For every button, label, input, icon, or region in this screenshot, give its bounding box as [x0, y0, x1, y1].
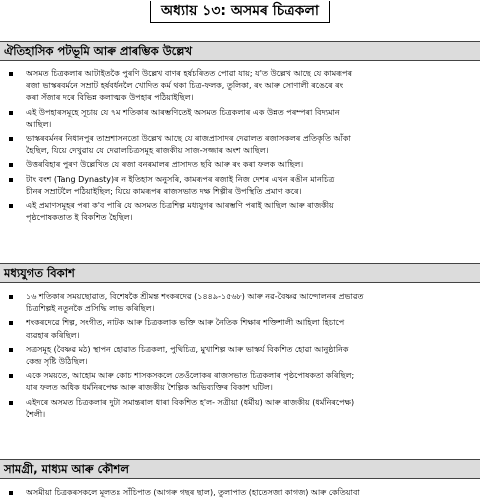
list-item: সত্ৰসমূহ (বৈষ্ণৱ মঠ) স্থাপন হোৱাত চিত্ৰকলা, পুথিচিত্ৰ, মুখাশিল্প আৰু ভাস্কৰ্য বিকশিত হোৱা আনুষ্ঠানিক কেন্দ্ৰ সৃষ্টি উঠিছিল।: [0, 344, 480, 368]
bullet-icon: [9, 374, 13, 378]
bullet-icon: [9, 137, 13, 141]
list-item: টাং বংশ (Tang Dynasty)ৰ ন ইতিহাস অনুসৰি, কামৰূপৰ ৰজাই নিজ দেশৰ এখন ৰঙীন মানচিত্ৰ চীনৰ সম্ৰাটলৈ পঠিয়াইছিল; যিয়ে কামৰূপৰ ৰাজসভাত দক্ষ শিল্পীৰ উপস্থিতি প্ৰমাণ কৰে।: [0, 174, 480, 198]
bullet-list-historical: [0, 68, 480, 226]
bullet-icon: [9, 295, 13, 299]
list-item: এই উপহাৰসমূহে সূচায় যে ৭ম শতিকাৰ আৰম্ভণিতেই অসমত চিত্ৰকলাৰ এক উন্নত পৰম্পৰা বিদ্যমান আছিল।: [0, 107, 480, 131]
list-item: অসমত চিত্ৰকলাৰ আটাইতকৈ পুৰণি উল্লেখ বাণৰ হৰ্ষচৰিতত পোৱা যায়; য'ত উল্লেখ আছে যে কামৰূপৰ ৰজা ভাস্কৰবৰ্মনে সম্ৰাট হৰ্ষবৰ্ধনলৈ খোদিত কৰ্ম থকা চিত্ৰ-ফলক, তুলিকা, ৰং আৰু সোণালী ৰঙেৰে ৰং কৰা সঁজাৰ দৰে বিভিন্ন কলাত্মক উপহাৰ পঠিয়াইছিল।: [0, 68, 480, 105]
bullet-icon: [9, 401, 13, 405]
list-item: এইদৰে অসমত চিত্ৰকলাৰ দুটা সমান্তৰাল ধাৰা বিকশিত হ'ল- সত্ৰীয়া (ধৰ্মীয়) আৰু ৰাজকীয় (ধৰ্মনিৰপেক্ষ) শৈলী।: [0, 397, 480, 421]
section-heading: মধ্যযুগত বিকাশ: [4, 266, 75, 280]
section-header-medieval-development: [0, 263, 480, 283]
chapter-title-text: অধ্যায় ১৩: অসমৰ চিত্ৰকলা: [150, 1, 330, 23]
bullet-icon: [9, 321, 13, 325]
section-heading: সামগ্ৰী, মাধ্যম আৰু কৌশল: [4, 462, 129, 476]
list-item: ১৬ শতিকাৰ সময়ছোৱাত, বিশেষকৈ শ্ৰীমন্ত শংকৰদেৱ (১৪৪৯-১৫৬৮) আৰু নৱ-বৈষ্ণৱ আন্দোলনৰ প্ৰভাৱত চিত্ৰশিল্পই নতুনকৈ প্ৰসিদ্ধি লাভ কৰিছিল।: [0, 291, 480, 315]
bullet-list-materials: [0, 487, 480, 501]
bullet-icon: [9, 72, 13, 76]
list-item: অসমীয়া চিত্ৰকৰসকলে মূলতঃ সাঁচিপাত (আগৰু গছৰ ছাল), তুলাপাত (হাতেসজা কাগজ) আৰু কেতিয়াবা: [0, 487, 480, 499]
section-header-historical-background: [0, 41, 480, 61]
list-item: একে সময়তে, আহোম আৰু কোচ শাসকসকলে তেওঁলোকৰ ৰাজসভাত চিত্ৰকলাৰ পৃষ্ঠপোষকতা কৰিছিল; যাৰ ফলত অধিক ধৰ্মনিৰপেক্ষ আৰু ৰাজকীয় শৈল্পিক অভিব্যক্তিৰ বিকাশ ঘটিল।: [0, 370, 480, 394]
bullet-icon: [9, 348, 13, 352]
section-header-materials-techniques: [0, 459, 480, 479]
bullet-icon: [9, 491, 13, 495]
chapter-title: [0, 0, 480, 23]
bullet-icon: [9, 111, 13, 115]
bullet-icon: [9, 163, 13, 167]
list-item: এই প্ৰমাণসমূহৰ পৰা ক'ব পাৰি যে অসমত চিত্ৰশিল্প মধ্যযুগৰ আৰম্ভণি পৰাই আছিল আৰু ৰাজকীয় পৃষ্ঠপোষকতাত ই বিকশিত হৈছিল।: [0, 200, 480, 224]
bullet-icon: [9, 204, 13, 208]
bullet-icon: [9, 178, 13, 182]
bullet-list-medieval: [0, 291, 480, 423]
list-item: শংকৰদেৱে শিল্প, সংগীত, নাটক আৰু চিত্ৰকলাক ভক্তি আৰু নৈতিক শিক্ষাৰ শক্তিশালী আহিলা হিচাপে ব্যৱহাৰ কৰিছিল।: [0, 317, 480, 341]
list-item: ভাস্কৰবৰ্মনৰ নিধানপুৰ তাম্ৰশাসনতো উল্লেখ আছে যে ৰাজপ্ৰাসাদৰ দেৱালত ৰজাসকলৰ প্ৰতিকৃতি আঁকা হৈছিল, যিয়ে দেখুৱায় যে দেৱালচিত্ৰসমূহ ৰাজকীয় সাজ-সজ্জাৰ অংশ আছিল।: [0, 133, 480, 157]
list-item: উত্তৰবিহাৰ পুৰণ উল্লেখিত যে ৰজা বনৰমালৰ প্ৰাসাদত ছবি আৰু ৰং কৰা ফলক আছিল।: [0, 159, 480, 171]
section-heading: ঐতিহাসিক পটভূমি আৰু প্ৰাৰম্ভিক উল্লেখ: [4, 44, 193, 58]
